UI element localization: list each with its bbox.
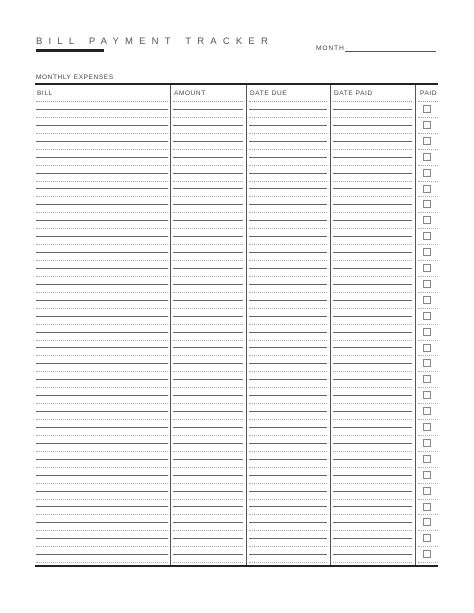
row-dotted-rule [36,181,168,182]
row-dotted-rule [418,355,438,356]
row-dotted-rule [36,546,168,547]
row-dotted-rule [173,324,243,325]
row-dotted-rule [36,562,168,563]
row-dotted-rule [249,403,327,404]
row-dotted-rule [173,228,243,229]
paid-checkbox[interactable] [423,439,431,447]
input-line-date-due[interactable] [249,538,327,539]
column-header-paid: PAID [420,90,438,97]
row-dotted-rule [249,260,327,261]
paid-checkbox[interactable] [423,550,431,558]
input-line-bill[interactable] [36,459,168,460]
row-dotted-rule [249,165,327,166]
input-line-amount[interactable] [173,109,243,110]
input-line-date-paid[interactable] [333,395,412,396]
row-dotted-rule [249,308,327,309]
input-line-amount[interactable] [173,363,243,364]
input-line-date-paid[interactable] [333,316,412,317]
row-dotted-rule [36,244,168,245]
input-line-date-paid[interactable] [333,157,412,158]
month-label: MONTH [316,45,345,52]
paid-checkbox[interactable] [423,185,431,193]
row-dotted-rule [36,419,168,420]
row-dotted-rule [173,371,243,372]
row-dotted-rule [249,483,327,484]
input-line-date-paid[interactable] [333,443,412,444]
row-dotted-rule [333,244,412,245]
input-line-amount[interactable] [173,522,243,523]
paid-checkbox[interactable] [423,375,431,383]
input-line-amount[interactable] [173,236,243,237]
input-line-date-due[interactable] [249,141,327,142]
row-dotted-rule [173,499,243,500]
input-line-date-due[interactable] [249,300,327,301]
row-dotted-rule [36,165,168,166]
row-dotted-rule [36,260,168,261]
row-dotted-rule [249,467,327,468]
input-line-bill[interactable] [36,379,168,380]
input-line-date-due[interactable] [249,284,327,285]
row-dotted-rule [173,355,243,356]
row-dotted-rule [36,133,168,134]
row-dotted-rule [36,355,168,356]
column-header-bill: BILL [37,90,53,97]
input-line-date-paid[interactable] [333,522,412,523]
input-line-bill[interactable] [36,141,168,142]
paid-checkbox[interactable] [423,534,431,542]
row-dotted-rule [173,212,243,213]
page-title: BILL PAYMENT TRACKER [36,36,275,47]
row-dotted-rule [333,371,412,372]
input-line-date-paid[interactable] [333,284,412,285]
paid-checkbox[interactable] [423,280,431,288]
row-dotted-rule [173,292,243,293]
row-dotted-rule [36,276,168,277]
input-line-amount[interactable] [173,125,243,126]
row-dotted-rule [333,212,412,213]
input-line-amount[interactable] [173,427,243,428]
input-line-date-due[interactable] [249,125,327,126]
row-dotted-rule [333,133,412,134]
row-dotted-rule [36,387,168,388]
column-header-amount: AMOUNT [174,90,206,97]
row-dotted-rule [249,196,327,197]
input-line-date-paid[interactable] [333,220,412,221]
row-dotted-rule [36,149,168,150]
row-dotted-rule [36,371,168,372]
row-dotted-rule [249,419,327,420]
row-dotted-rule [418,244,438,245]
row-dotted-rule [173,546,243,547]
row-dotted-rule [333,117,412,118]
row-dotted-rule [418,403,438,404]
row-dotted-rule [333,181,412,182]
row-dotted-rule [249,149,327,150]
column-header-date-paid: DATE PAID [334,90,373,97]
row-dotted-rule [249,276,327,277]
input-line-bill[interactable] [36,475,168,476]
row-dotted-rule [418,276,438,277]
input-line-bill[interactable] [36,204,168,205]
paid-checkbox[interactable] [423,407,431,415]
row-dotted-rule [173,165,243,166]
input-line-date-paid[interactable] [333,268,412,269]
row-dotted-rule [249,435,327,436]
row-dotted-rule [249,228,327,229]
input-line-bill[interactable] [36,411,168,412]
input-line-bill[interactable] [36,173,168,174]
input-line-bill[interactable] [36,363,168,364]
row-dotted-rule [333,451,412,452]
row-dotted-rule [173,260,243,261]
row-dotted-rule [249,371,327,372]
input-line-date-due[interactable] [249,554,327,555]
input-line-date-due[interactable] [249,522,327,523]
input-line-date-due[interactable] [249,363,327,364]
row-dotted-rule [418,530,438,531]
row-dotted-rule [36,467,168,468]
input-line-bill[interactable] [36,300,168,301]
input-line-date-due[interactable] [249,411,327,412]
row-dotted-rule [36,308,168,309]
row-dotted-rule [418,514,438,515]
input-line-date-due[interactable] [249,332,327,333]
row-dotted-rule [249,562,327,563]
row-dotted-rule [418,371,438,372]
input-line-bill[interactable] [36,491,168,492]
input-line-date-due[interactable] [249,204,327,205]
row-dotted-rule [36,403,168,404]
row-dotted-rule [333,308,412,309]
row-dotted-rule [249,292,327,293]
row-dotted-rule [36,228,168,229]
paid-checkbox[interactable] [423,121,431,129]
input-line-amount[interactable] [173,332,243,333]
input-line-amount[interactable] [173,459,243,460]
row-dotted-rule [173,244,243,245]
row-dotted-rule [333,499,412,500]
input-line-bill[interactable] [36,427,168,428]
input-line-bill[interactable] [36,284,168,285]
input-line-amount[interactable] [173,554,243,555]
row-dotted-rule [249,514,327,515]
input-line-date-paid[interactable] [333,347,412,348]
row-dotted-rule [333,228,412,229]
row-dotted-rule [173,181,243,182]
row-dotted-rule [333,276,412,277]
input-line-bill[interactable] [36,268,168,269]
table-bottom-rule [35,565,438,567]
input-line-date-paid[interactable] [333,109,412,110]
row-dotted-rule [173,483,243,484]
input-line-amount[interactable] [173,300,243,301]
paid-checkbox[interactable] [423,264,431,272]
row-dotted-rule [418,228,438,229]
row-dotted-rule [418,133,438,134]
input-line-date-due[interactable] [249,173,327,174]
row-dotted-rule [173,387,243,388]
row-dotted-rule [173,467,243,468]
section-label: MONTHLY EXPENSES [36,74,114,81]
input-line-date-due[interactable] [249,506,327,507]
row-dotted-rule [36,451,168,452]
row-dotted-rule [249,181,327,182]
row-dotted-rule [249,340,327,341]
input-line-amount[interactable] [173,268,243,269]
input-line-date-paid[interactable] [333,459,412,460]
row-dotted-rule [36,499,168,500]
input-line-date-paid[interactable] [333,363,412,364]
input-line-amount[interactable] [173,347,243,348]
row-dotted-rule [36,212,168,213]
row-dotted-rule [418,546,438,547]
input-line-date-due[interactable] [249,316,327,317]
row-dotted-rule [418,340,438,341]
row-dotted-rule [173,514,243,515]
row-dotted-rule [333,196,412,197]
row-dotted-rule [333,403,412,404]
input-line-date-paid[interactable] [333,554,412,555]
row-dotted-rule [333,387,412,388]
input-line-amount[interactable] [173,443,243,444]
input-line-bill[interactable] [36,316,168,317]
row-dotted-rule [418,419,438,420]
input-line-date-due[interactable] [249,268,327,269]
input-line-bill[interactable] [36,506,168,507]
row-dotted-rule [418,260,438,261]
input-line-amount[interactable] [173,506,243,507]
row-dotted-rule [249,499,327,500]
input-line-date-paid[interactable] [333,538,412,539]
input-line-date-due[interactable] [249,475,327,476]
paid-checkbox[interactable] [423,391,431,399]
row-dotted-rule [333,435,412,436]
row-dotted-rule [249,117,327,118]
paid-checkbox[interactable] [423,296,431,304]
paid-checkbox[interactable] [423,344,431,352]
input-line-date-paid[interactable] [333,252,412,253]
input-line-date-due[interactable] [249,252,327,253]
input-line-date-due[interactable] [249,109,327,110]
input-line-bill[interactable] [36,220,168,221]
row-dotted-rule [418,292,438,293]
input-line-amount[interactable] [173,284,243,285]
input-line-bill[interactable] [36,443,168,444]
input-line-date-due[interactable] [249,220,327,221]
row-dotted-rule [333,324,412,325]
row-dotted-rule [333,260,412,261]
row-dotted-rule [333,149,412,150]
input-line-amount[interactable] [173,395,243,396]
paid-checkbox[interactable] [423,328,431,336]
input-line-bill[interactable] [36,188,168,189]
paid-checkbox[interactable] [423,503,431,511]
input-line-date-paid[interactable] [333,332,412,333]
row-dotted-rule [249,244,327,245]
paid-checkbox[interactable] [423,153,431,161]
row-dotted-rule [173,530,243,531]
input-line-date-paid[interactable] [333,173,412,174]
row-dotted-rule [173,276,243,277]
paid-checkbox[interactable] [423,105,431,113]
input-line-date-due[interactable] [249,395,327,396]
paid-checkbox[interactable] [423,216,431,224]
row-dotted-rule [333,562,412,563]
input-line-amount[interactable] [173,316,243,317]
input-line-amount[interactable] [173,491,243,492]
row-dotted-rule [333,467,412,468]
paid-checkbox[interactable] [423,232,431,240]
paid-checkbox[interactable] [423,137,431,145]
row-dotted-rule [333,530,412,531]
row-dotted-rule [173,562,243,563]
row-dotted-rule [418,451,438,452]
input-line-amount[interactable] [173,220,243,221]
input-line-bill[interactable] [36,554,168,555]
input-line-date-paid[interactable] [333,475,412,476]
row-dotted-rule [36,117,168,118]
column-header-date-due: DATE DUE [250,90,288,97]
paid-checkbox[interactable] [423,471,431,479]
row-dotted-rule [333,483,412,484]
input-line-amount[interactable] [173,379,243,380]
row-dotted-rule [418,562,438,563]
input-line-date-due[interactable] [249,443,327,444]
row-dotted-rule [418,117,438,118]
input-line-bill[interactable] [36,236,168,237]
row-dotted-rule [249,546,327,547]
input-line-bill[interactable] [36,125,168,126]
row-dotted-rule [333,340,412,341]
input-line-amount[interactable] [173,157,243,158]
input-line-bill[interactable] [36,157,168,158]
input-line-date-paid[interactable] [333,300,412,301]
input-line-date-paid[interactable] [333,141,412,142]
input-line-date-paid[interactable] [333,506,412,507]
row-dotted-rule [249,212,327,213]
paid-checkbox[interactable] [423,248,431,256]
input-line-date-due[interactable] [249,157,327,158]
row-dotted-rule [418,181,438,182]
paid-checkbox[interactable] [423,455,431,463]
row-dotted-rule [173,419,243,420]
input-line-amount[interactable] [173,411,243,412]
input-line-amount[interactable] [173,538,243,539]
row-dotted-rule [36,340,168,341]
row-dotted-rule [36,530,168,531]
input-line-date-due[interactable] [249,427,327,428]
input-line-date-due[interactable] [249,379,327,380]
row-dotted-rule [249,451,327,452]
input-line-date-due[interactable] [249,347,327,348]
row-dotted-rule [173,340,243,341]
row-dotted-rule [333,165,412,166]
input-line-date-due[interactable] [249,236,327,237]
row-dotted-rule [418,467,438,468]
row-dotted-rule [36,435,168,436]
input-line-bill[interactable] [36,347,168,348]
input-line-amount[interactable] [173,252,243,253]
input-line-bill[interactable] [36,109,168,110]
row-dotted-rule [418,387,438,388]
paid-checkbox[interactable] [423,200,431,208]
row-dotted-rule [173,133,243,134]
input-line-date-paid[interactable] [333,204,412,205]
input-line-date-paid[interactable] [333,427,412,428]
row-dotted-rule [418,196,438,197]
input-line-date-due[interactable] [249,459,327,460]
row-dotted-rule [173,451,243,452]
row-dotted-rule [418,149,438,150]
input-line-bill[interactable] [36,252,168,253]
row-dotted-rule [173,435,243,436]
row-dotted-rule [36,292,168,293]
paid-checkbox[interactable] [423,169,431,177]
input-line-date-paid[interactable] [333,236,412,237]
input-line-amount[interactable] [173,188,243,189]
input-line-date-paid[interactable] [333,125,412,126]
input-line-date-paid[interactable] [333,411,412,412]
row-dotted-rule [173,149,243,150]
paid-checkbox[interactable] [423,312,431,320]
row-dotted-rule [249,387,327,388]
row-dotted-rule [249,530,327,531]
row-dotted-rule [418,499,438,500]
paid-checkbox[interactable] [423,487,431,495]
row-dotted-rule [249,355,327,356]
row-dotted-rule [333,355,412,356]
row-dotted-rule [418,324,438,325]
row-dotted-rule [173,117,243,118]
row-dotted-rule [36,196,168,197]
input-line-amount[interactable] [173,475,243,476]
input-line-date-paid[interactable] [333,379,412,380]
row-dotted-rule [249,133,327,134]
row-dotted-rule [333,546,412,547]
row-dotted-rule [418,483,438,484]
row-dotted-rule [333,514,412,515]
input-line-amount[interactable] [173,173,243,174]
input-line-date-due[interactable] [249,188,327,189]
row-dotted-rule [173,308,243,309]
row-dotted-rule [36,483,168,484]
input-line-bill[interactable] [36,522,168,523]
row-dotted-rule [173,403,243,404]
row-dotted-rule [333,419,412,420]
input-line-bill[interactable] [36,332,168,333]
row-dotted-rule [36,514,168,515]
row-dotted-rule [418,435,438,436]
input-line-amount[interactable] [173,204,243,205]
row-dotted-rule [36,324,168,325]
paid-checkbox[interactable] [423,359,431,367]
input-line-bill[interactable] [36,538,168,539]
row-dotted-rule [418,212,438,213]
paid-checkbox[interactable] [423,423,431,431]
row-dotted-rule [173,196,243,197]
input-line-bill[interactable] [36,395,168,396]
row-dotted-rule [418,165,438,166]
input-line-amount[interactable] [173,141,243,142]
input-line-date-paid[interactable] [333,491,412,492]
row-dotted-rule [418,308,438,309]
input-line-date-due[interactable] [249,491,327,492]
row-dotted-rule [249,324,327,325]
row-dotted-rule [333,292,412,293]
paid-checkbox[interactable] [423,518,431,526]
input-line-date-paid[interactable] [333,188,412,189]
